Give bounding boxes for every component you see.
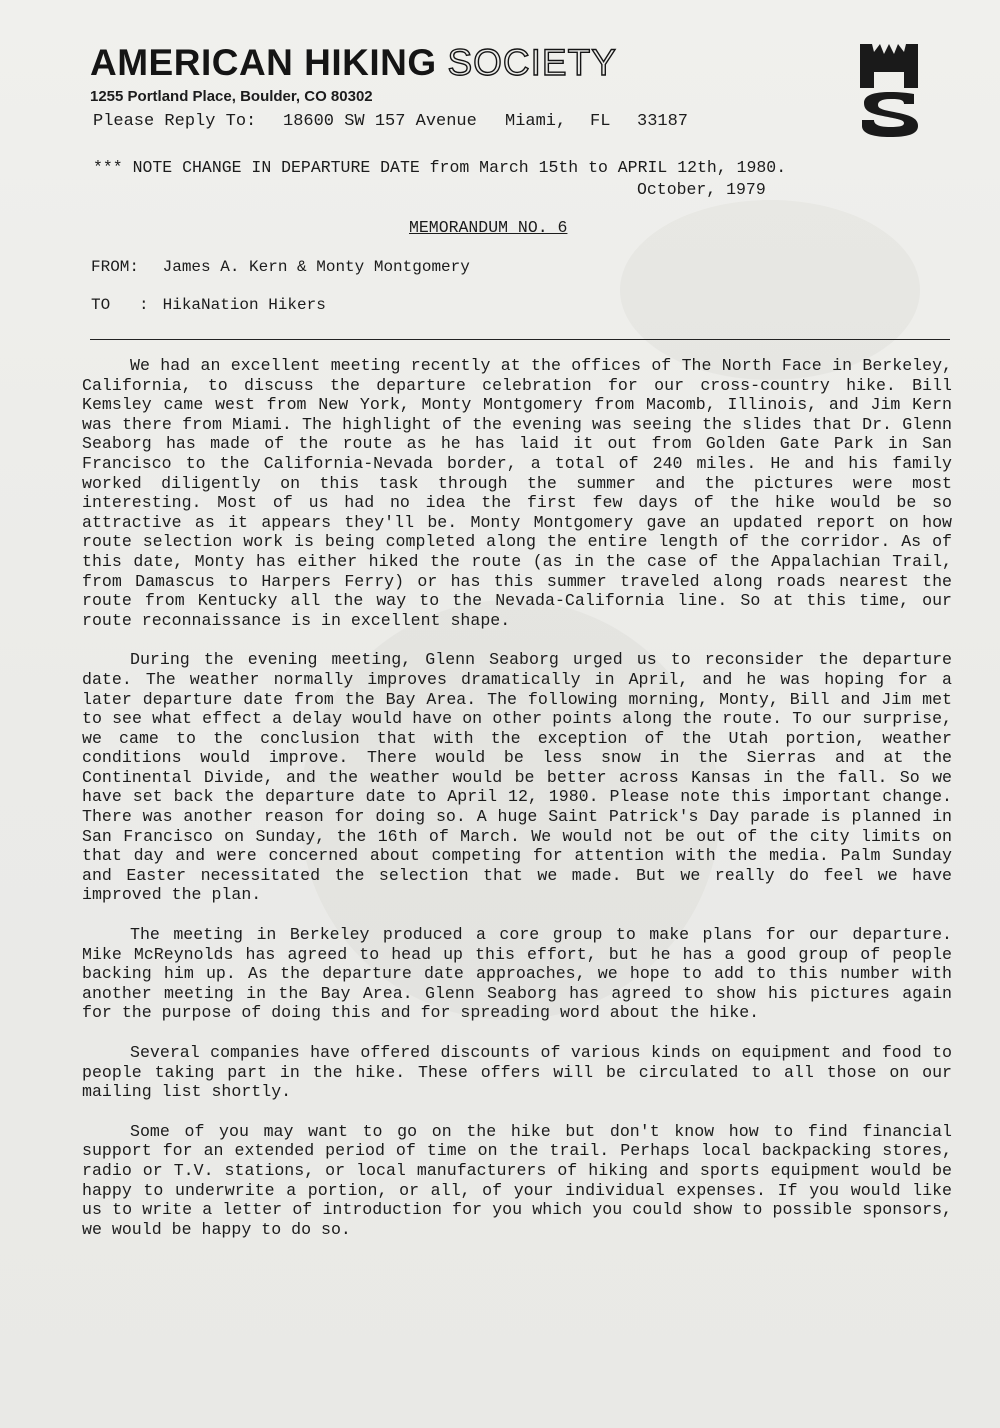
letterhead (90, 42, 617, 105)
society-logo-icon (858, 42, 920, 138)
body-paragraph: Some of you may want to go on the hike but don't know how to find financial support for an extended period of time on the trail. Perhaps local backpacking stores, radio or T.V. stations, or local manufacturers of hiking and sports equipment would be happy to underwrite a portion, or all, of your individual expenses. If you would like us to write a letter of introduction for you which you could show to possible sponsors, we would be happy to do so. (82, 1121, 952, 1239)
to-value: HikaNation Hikers (162, 296, 326, 314)
from-value: James A. Kern & Monty Montgomery (162, 258, 470, 276)
from-line (91, 258, 470, 276)
reply-address (93, 112, 688, 131)
memo-body (82, 356, 952, 1259)
body-paragraph: We had an excellent meeting recently at the offices of The North Face in Berkeley, California, to discuss the departure celebration for our cross-country hike. Bill Kemsley came west from New York, Monty Montgomery from Macomb, Illinois, and Jim Kern was there from Miami. The highlight of the evening was seeing the slides that Dr. Glenn Seaborg has made of the route as he has laid it out from Golden Gate Park in San Francisco to the California-Nevada border, a total of 240 miles. He and his family worked diligently on this task through the summer and the pictures were most interesting. Most of us had no idea the first few days of the hike would be so attractive as it appears they'll be. Monty Montgomery gave an updated report on how route selection work is being completed along the entire length of the corridor. As of this date, Monty has either hiked the route (as in the case of the Appalachian Trail, from Damascus to Harpers Ferry) or has this summer traveled along roads nearest the route from Kentucky all the way to the Nevada-California line. So at this time, our route reconnaissance is in excellent shape. (82, 356, 952, 630)
org-name-outline: SOCIETY (447, 42, 617, 83)
reply-city: Miami, (505, 112, 567, 131)
reply-street: 18600 SW 157 Avenue (283, 112, 477, 131)
to-line (91, 296, 326, 314)
reply-state: FL (590, 112, 611, 131)
memo-date: October, 1979 (637, 180, 766, 199)
body-paragraph: Several companies have offered discounts of various kinds on equipment and food to people taking part in the hike. These offers will be circulated to all those on our mailing list shortly. (82, 1043, 952, 1102)
header-divider (90, 339, 950, 340)
org-address: 1255 Portland Place, Boulder, CO 80302 (90, 88, 373, 105)
paper-stain (620, 200, 920, 380)
reply-zip: 33187 (637, 112, 689, 131)
body-paragraph: The meeting in Berkeley produced a core group to make plans for our departure. Mike McReynolds has agreed to head up this effort, but he has a good group of people backing him up. As the departure date approaches, we hope to add to this number with another meeting in the Bay Area. Glenn Seaborg has agreed to show his pictures again for the purpose of doing this and for spreading word about the hike. (82, 925, 952, 1023)
org-name-solid: AMERICAN HIKING (90, 42, 448, 83)
reply-label: Please Reply To: (93, 112, 257, 131)
from-label: FROM: (91, 258, 140, 276)
to-label: TO : (91, 296, 149, 314)
memo-title: MEMORANDUM NO. 6 (409, 218, 568, 237)
body-paragraph: During the evening meeting, Glenn Seaborg urged us to reconsider the departure date. The weather normally improves dramatically in April, and he was hoping for a later departure date from the Bay Area. The following morning, Monty, Bill and Jim met to see what effect a delay would have on other points along the route. To our surprise, we came to the conclusion that with the exception of the Utah portion, weather conditions would improve. There would be less snow in the Sierras and at the Continental Divide, and the weather would be better across Kansas in the fall. So we have set back the departure date to April 12, 1980. Please note this important change. There was another reason for doing so. A huge Saint Patrick's Day parade is planned in San Francisco on Sunday, the 16th of March. We would not be out of the city limits on that day and were concerned about competing for attention with the media. Palm Sunday and Easter necessitated the selection that we made. But we really do feel we have improved the plan. (82, 650, 952, 905)
org-name (90, 44, 617, 81)
departure-date-notice: *** NOTE CHANGE IN DEPARTURE DATE from March 15th to APRIL 12th, 1980. (93, 158, 787, 177)
